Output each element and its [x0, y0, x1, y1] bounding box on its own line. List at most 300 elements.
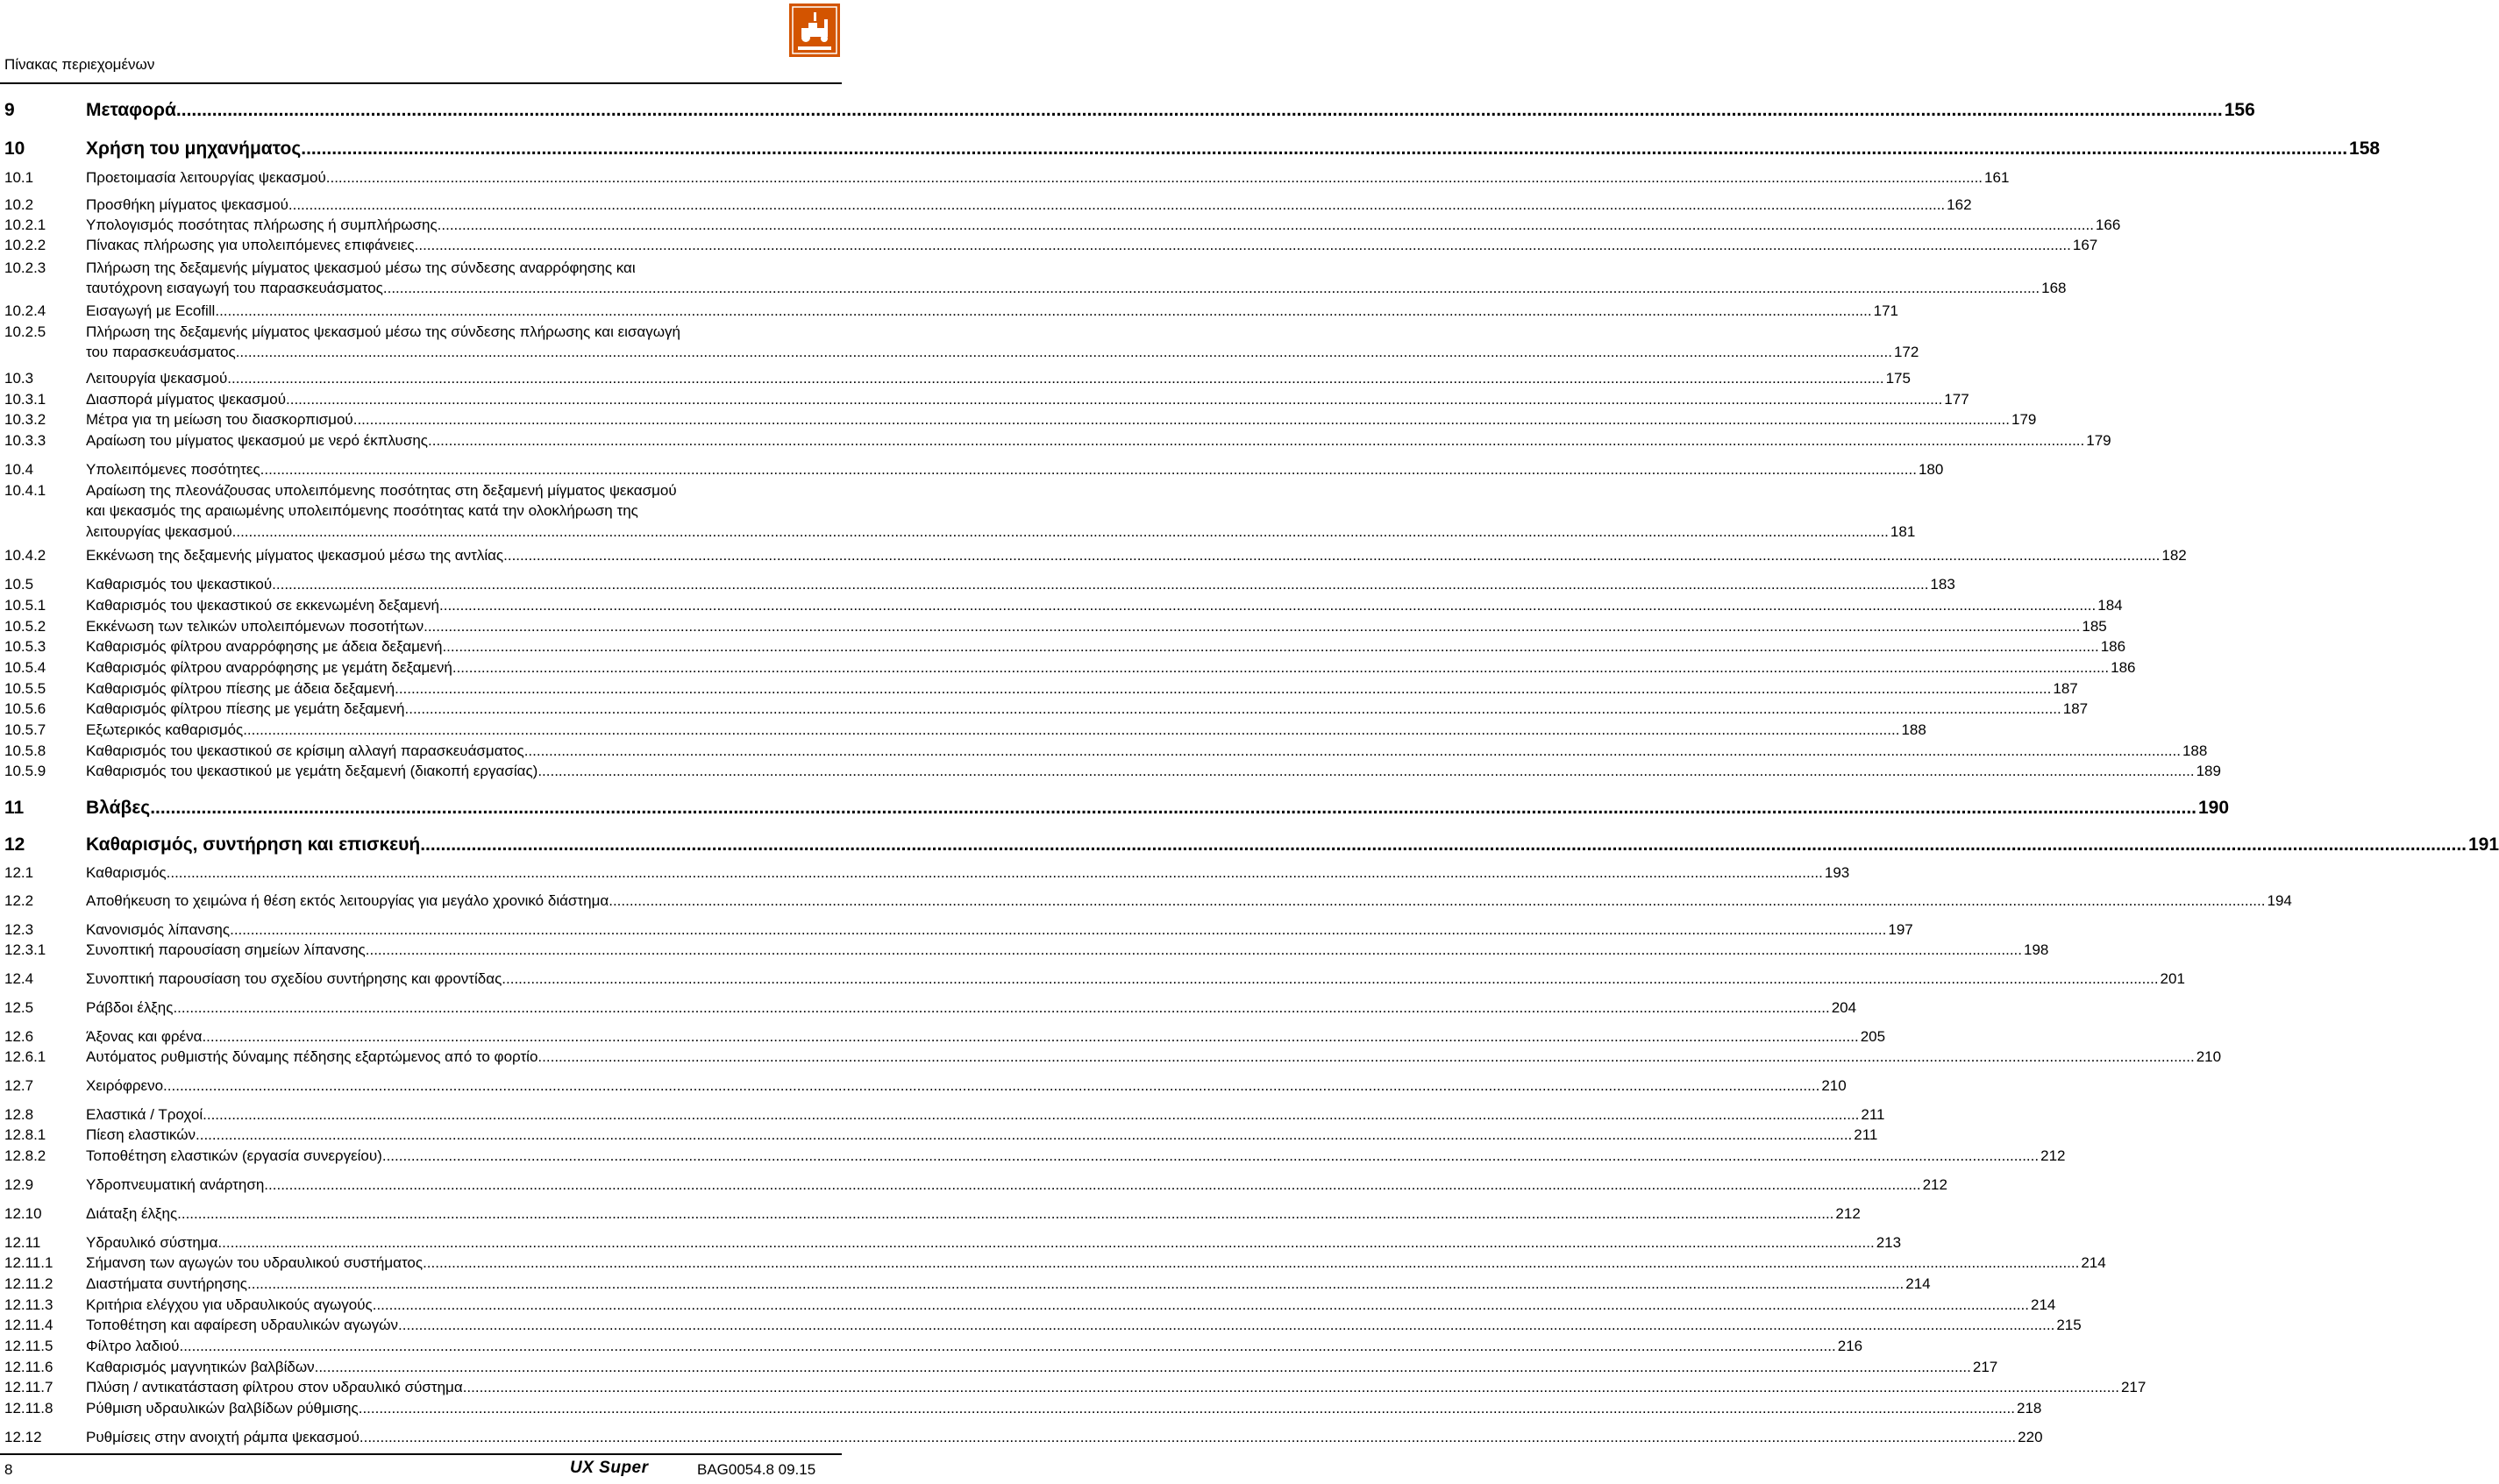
toc-entry[interactable]	[0, 1232, 1902, 1253]
toc-entry-title-line: Καθαρισμός, συντήρηση και επισκευή	[86, 834, 421, 855]
toc-leader-dots: ................................................................................................................................................................................................................................................................................................................................................................................................................	[423, 1254, 2080, 1271]
toc-entry-page: 214	[2081, 1254, 2106, 1271]
footer-rule	[0, 1453, 842, 1455]
toc-entry[interactable]	[0, 761, 2221, 781]
toc-entry-page: 167	[2072, 237, 2098, 253]
toc-entry-number: 12.11.3	[4, 1296, 53, 1313]
toc-entry-page: 214	[2030, 1296, 2056, 1313]
toc-entry-number: 12	[4, 834, 25, 855]
toc-entry-title-line: Ελαστικά / Τροχοί	[86, 1106, 203, 1123]
toc-entry[interactable]	[0, 720, 1926, 740]
toc-entry-page: 217	[1972, 1359, 1998, 1375]
toc-entry-title-line: Πλύση / αντικατάσταση φίλτρου στον υδραυλικό σύστημα	[86, 1379, 463, 1395]
toc-leader-dots: ................................................................................................................................................................................................................................................................................................................................................................................................................	[365, 941, 2023, 958]
toc-entry[interactable]	[0, 1047, 2222, 1067]
toc-entry-number: 10.5	[4, 576, 34, 593]
toc-entry[interactable]	[0, 574, 1955, 594]
toc-entry-title-line: Καθαρισμός φίλτρου αναρρόφησης με άδεια δεξαμενή	[86, 638, 443, 655]
toc-entry-title-line: Χρήση του μηχανήματος	[86, 138, 302, 159]
toc-entry-number: 10.5.2	[4, 618, 46, 635]
toc-entry-number: 10.5.9	[4, 763, 46, 779]
toc-entry-number: 12.8.2	[4, 1147, 46, 1164]
toc-entry-title-line: Ρυθμίσεις στην ανοιχτή ράμπα ψεκασμού	[86, 1429, 360, 1445]
toc-entry-page: 191	[2468, 834, 2499, 855]
toc-entry-page: 187	[2062, 700, 2089, 717]
toc-entry-title-line: και ψεκασμός της αραιωμένης υπολειπόμενης ποσότητας κατά την ολοκλήρωση της	[86, 502, 638, 520]
toc-entry[interactable]	[0, 595, 2123, 615]
toc-entry-title	[86, 545, 2187, 565]
toc-leader-dots: ................................................................................................................................................................................................................................................................................................................................................................................................................	[503, 547, 2161, 564]
toc-entry[interactable]	[0, 98, 2255, 122]
toc-entry-title	[86, 761, 2221, 781]
toc-entry-title	[86, 1274, 1931, 1294]
toc-entry-title-line: Άξονας και φρένα	[86, 1028, 203, 1045]
toc-entry-title-line: του παρασκευάσματος	[86, 344, 236, 361]
toc-entry-title-line: λειτουργίας ψεκασμού	[86, 522, 232, 540]
toc-entry-page: 179	[2011, 411, 2037, 428]
page-header-title: Πίνακας περιεχομένων	[4, 56, 155, 73]
toc-entry-title	[86, 940, 2049, 960]
toc-entry-title-line: Αραίωση της πλεονάζουσας υπολειπόμενης ποσότητας στη δεξαμενή μίγματος ψεκασμού	[86, 482, 677, 499]
toc-leader-dots: ................................................................................................................................................................................................................................................................................................................................................................................................................	[398, 1317, 2055, 1333]
toc-leader-dots: ................................................................................................................................................................................................................................................................................................................................................................................................................	[609, 892, 2266, 909]
toc-entry-title	[86, 459, 1944, 479]
toc-entry-number: 10.4.2	[4, 547, 46, 564]
toc-entry-page: 215	[2056, 1317, 2082, 1333]
toc-entry-number: 10.5.4	[4, 659, 46, 676]
toc-entry-title	[86, 891, 2292, 911]
toc-entry[interactable]	[0, 258, 2067, 299]
toc-leader-dots: ................................................................................................................................................................................................................................................................................................................................................................................................................	[202, 1028, 1859, 1045]
toc-entry-title	[86, 998, 1857, 1018]
toc-leader-dots: ................................................................................................................................................................................................................................................................................................................................................................................................................	[325, 169, 1983, 186]
toc-entry-title	[86, 1146, 2066, 1166]
toc-entry-title	[86, 1253, 2106, 1273]
toc-entry[interactable]	[0, 678, 2078, 699]
toc-entry-title	[86, 657, 2136, 678]
toc-entry-title	[86, 1232, 1902, 1253]
toc-leader-dots: ................................................................................................................................................................................................................................................................................................................................................................................................................	[420, 834, 2467, 855]
toc-entry-number: 12.8.1	[4, 1126, 46, 1143]
toc-leader-dots: ................................................................................................................................................................................................................................................................................................................................................................................................................	[177, 1205, 1834, 1222]
toc-entry-number: 12.11.5	[4, 1338, 53, 1354]
toc-entry-page: 189	[2196, 763, 2221, 779]
toc-entry-page: 166	[2095, 217, 2121, 233]
toc-entry-page: 204	[1831, 999, 1857, 1016]
toc-leader-dots: ................................................................................................................................................................................................................................................................................................................................................................................................................	[215, 302, 1872, 319]
toc-entry-number: 12.11.8	[4, 1400, 53, 1417]
toc-leader-dots: ................................................................................................................................................................................................................................................................................................................................................................................................................	[424, 618, 2081, 635]
toc-entry-number: 12.5	[4, 999, 34, 1016]
toc-entry-title	[86, 368, 1911, 388]
toc-entry-title	[86, 258, 2067, 299]
toc-entry-title-line: Καθαρισμός του ψεκαστικού σε εκκενωμένη δεξαμενή	[86, 597, 439, 614]
toc-entry-title	[86, 322, 1919, 363]
toc-entry-title-line: Συνοπτική παρουσίαση του σχεδίου συντήρησης και φροντίδας	[86, 970, 502, 987]
toc-entry[interactable]	[0, 409, 2037, 430]
toc-entry-title-line: Κανονισμός λίπανσης	[86, 921, 231, 938]
toc-entry-number: 10.1	[4, 169, 34, 186]
toc-entry-page: 188	[1901, 721, 1926, 738]
toc-entry[interactable]	[0, 1026, 1886, 1047]
toc-entry-page: 184	[2097, 597, 2123, 614]
toc-entry-number: 10.2.5	[4, 323, 46, 340]
toc-entry-page: 216	[1837, 1338, 1863, 1354]
toc-entry-page: 161	[1984, 169, 2010, 186]
toc-entry[interactable]	[0, 1357, 1998, 1377]
toc-entry[interactable]	[0, 1076, 1847, 1096]
toc-entry[interactable]	[0, 969, 2185, 989]
toc-entry-number: 10.5.1	[4, 597, 46, 614]
toc-entry-number: 10.2	[4, 196, 34, 213]
toc-entry[interactable]	[0, 368, 1911, 388]
footer-document-code: BAG0054.8 09.15	[697, 1461, 816, 1478]
toc-entry-page: 217	[2120, 1379, 2147, 1395]
toc-entry-number: 10.2.4	[4, 302, 46, 319]
toc-entry-number: 12.11.1	[4, 1254, 53, 1271]
toc-entry-page: 190	[2198, 798, 2230, 818]
toc-leader-dots: ................................................................................................................................................................................................................................................................................................................................................................................................................	[247, 1275, 1905, 1292]
toc-leader-dots: ................................................................................................................................................................................................................................................................................................................................................................................................................	[235, 344, 1892, 361]
toc-entry-number: 10.5.6	[4, 700, 46, 717]
toc-entry[interactable]	[0, 1427, 2043, 1447]
toc-leader-dots: ................................................................................................................................................................................................................................................................................................................................................................................................................	[437, 217, 2094, 233]
toc-entry-page: 211	[1861, 1106, 1885, 1123]
toc-entry[interactable]	[0, 1336, 1863, 1356]
toc-entry-title	[86, 1175, 1947, 1195]
toc-entry-page: 214	[1905, 1275, 1931, 1292]
toc-leader-dots: ................................................................................................................................................................................................................................................................................................................................................................................................................	[358, 1400, 2015, 1417]
toc-entry-title-line: Μέτρα για τη μείωση του διασκορπισμού	[86, 411, 353, 428]
toc-leader-dots: ................................................................................................................................................................................................................................................................................................................................................................................................................	[286, 391, 1943, 408]
toc-entry-number: 12.10	[4, 1205, 42, 1222]
toc-entry-title-line: Εκκένωση των τελικών υπολειπόμενων ποσοτήτων	[86, 618, 424, 635]
toc-entry[interactable]	[0, 545, 2187, 565]
toc-leader-dots: ................................................................................................................................................................................................................................................................................................................................................................................................................	[288, 196, 1946, 213]
toc-entry-title-line: Καθαρισμός του ψεκαστικού σε κρίσιμη αλλαγή παρασκευάσματος	[86, 742, 524, 759]
toc-entry-title	[86, 1377, 2147, 1397]
toc-entry-number: 11	[4, 798, 25, 818]
toc-entry-title	[86, 1315, 2082, 1335]
toc-entry-title	[86, 595, 2123, 615]
toc-leader-dots: ................................................................................................................................................................................................................................................................................................................................................................................................................	[243, 721, 1900, 738]
toc-entry-page: 175	[1885, 370, 1911, 387]
toc-entry-page: 158	[2349, 138, 2381, 159]
toc-entry-number: 10.3	[4, 370, 34, 387]
toc-entry-title	[86, 699, 2089, 719]
toc-entry-title	[86, 1047, 2222, 1067]
toc-leader-dots: ................................................................................................................................................................................................................................................................................................................................................................................................................	[260, 461, 1917, 478]
toc-leader-dots: ................................................................................................................................................................................................................................................................................................................................................................................................................	[272, 576, 1929, 593]
toc-entry-number: 12.3.1	[4, 941, 46, 958]
toc-entry[interactable]	[0, 940, 2049, 960]
toc-entry-number: 10.3.2	[4, 411, 46, 428]
toc-entry-page: 218	[2016, 1400, 2042, 1417]
toc-entry-page: 213	[1876, 1234, 1902, 1251]
toc-entry-page: 197	[1888, 921, 1913, 938]
toc-entry-page: 210	[1821, 1077, 1847, 1094]
toc-entry-title	[86, 98, 2255, 122]
toc-leader-dots: ................................................................................................................................................................................................................................................................................................................................................................................................................	[196, 1126, 1853, 1143]
toc-entry-title	[86, 1076, 1847, 1096]
toc-entry-title	[86, 235, 2098, 255]
toc-entry-title	[86, 1026, 1886, 1047]
toc-entry[interactable]	[0, 998, 1857, 1018]
toc-entry-title-line: Λειτουργία ψεκασμού	[86, 370, 228, 387]
toc-leader-dots: ................................................................................................................................................................................................................................................................................................................................................................................................................	[217, 1234, 1875, 1251]
toc-entry-page: 182	[2161, 547, 2187, 564]
toc-entry[interactable]	[0, 235, 2098, 255]
toc-entry[interactable]	[0, 322, 1919, 363]
toc-entry[interactable]	[0, 459, 1944, 479]
toc-entry[interactable]	[0, 1295, 2056, 1315]
toc-leader-dots: ................................................................................................................................................................................................................................................................................................................................................................................................................	[502, 970, 2159, 987]
toc-entry[interactable]	[0, 1274, 1931, 1294]
toc-entry-title	[86, 195, 1972, 215]
toc-entry-title-line: Πλήρωση της δεξαμενής μίγματος ψεκασμού μέσω της σύνδεσης αναρρόφησης και	[86, 259, 636, 276]
toc-entry-title-line: Διάταξη έλξης	[86, 1205, 178, 1222]
toc-entry-number: 10.2.1	[4, 217, 46, 233]
toc-entry-title-line: Υδραυλικό σύστημα	[86, 1234, 218, 1251]
toc-leader-dots: ................................................................................................................................................................................................................................................................................................................................................................................................................	[173, 999, 1830, 1016]
toc-entry-title	[86, 1204, 1861, 1224]
toc-entry-page: 180	[1918, 461, 1944, 478]
toc-entry-number: 10.2.3	[4, 259, 46, 276]
toc-entry-title-line: Εισαγωγή με Ecofill	[86, 302, 216, 319]
toc-entry-number: 12.11.4	[4, 1317, 53, 1333]
toc-entry-title	[86, 167, 2010, 188]
toc-entry-number: 12.6.1	[4, 1048, 46, 1065]
toc-entry-title-line: Αποθήκευση το χειμώνα ή θέση εκτός λειτουργίας για μεγάλο χρονικό διάστημα	[86, 892, 609, 909]
toc-entry-number: 12.11.2	[4, 1275, 53, 1292]
toc-entry-title	[86, 969, 2185, 989]
toc-entry-title-line: Υπολειπόμενες ποσότητες	[86, 461, 260, 478]
toc-entry[interactable]	[0, 636, 2126, 657]
toc-leader-dots: ................................................................................................................................................................................................................................................................................................................................................................................................................	[231, 522, 1889, 540]
toc-entry-title	[86, 636, 2126, 657]
toc-entry-page: 220	[2018, 1429, 2043, 1445]
toc-entry[interactable]	[0, 480, 1916, 542]
toc-entry[interactable]	[0, 1204, 1861, 1224]
toc-entry-title-line: Ράβδοι έλξης	[86, 999, 174, 1016]
toc-entry[interactable]	[0, 891, 2292, 911]
toc-entry[interactable]	[0, 863, 1850, 883]
toc-entry-title-line: Υδροπνευματική ανάρτηση	[86, 1176, 265, 1193]
toc-entry-number: 10.3.3	[4, 432, 46, 449]
toc-entry-number: 10.3.1	[4, 391, 46, 408]
toc-leader-dots: ................................................................................................................................................................................................................................................................................................................................................................................................................	[264, 1176, 1921, 1193]
toc-entry-title-line: Καθαρισμός	[86, 864, 167, 881]
toc-entry-title-line: Καθαρισμός φίλτρου πίεσης με άδεια δεξαμενή	[86, 680, 395, 697]
toc-entry-title	[86, 409, 2037, 430]
toc-entry[interactable]	[0, 699, 2089, 719]
toc-entry-title	[86, 389, 1969, 409]
toc-entry-title	[86, 215, 2121, 235]
toc-entry-title	[86, 137, 2381, 160]
toc-leader-dots: ................................................................................................................................................................................................................................................................................................................................................................................................................	[203, 1106, 1860, 1123]
toc-entry-page: 212	[1922, 1176, 1947, 1193]
toc-entry-page: 156	[2224, 100, 2255, 120]
toc-entry-title-line: Σήμανση των αγωγών του υδραυλικού συστήματος	[86, 1254, 424, 1271]
toc-entry-title-line: Κριτήρια ελέγχου για υδραυλικούς αγωγούς	[86, 1296, 373, 1313]
toc-entry[interactable]	[0, 657, 2136, 678]
toc-entry[interactable]	[0, 137, 2381, 160]
toc-entry-number: 10.5.5	[4, 680, 46, 697]
toc-entry-title	[86, 1125, 1878, 1145]
toc-leader-dots: ................................................................................................................................................................................................................................................................................................................................................................................................................	[395, 680, 2052, 697]
toc-entry-page: 186	[2100, 638, 2126, 655]
toc-entry-number: 10.5.3	[4, 638, 46, 655]
footer-page-number: 8	[4, 1461, 13, 1478]
toc-entry-page: 187	[2053, 680, 2078, 697]
toc-entry-title-line: Χειρόφρενο	[86, 1077, 164, 1094]
toc-entry-title-line: Εξωτερικός καθαρισμός	[86, 721, 244, 738]
toc-entry-title	[86, 616, 2107, 636]
toc-entry-number: 10.4.1	[4, 482, 46, 499]
toc-entry[interactable]	[0, 1377, 2147, 1397]
toc-leader-dots: ................................................................................................................................................................................................................................................................................................................................................................................................................	[442, 638, 2099, 655]
toc-leader-dots: ................................................................................................................................................................................................................................................................................................................................................................................................................	[359, 1429, 2017, 1445]
toc-entry-number: 10.4	[4, 461, 34, 478]
toc-entry-page: 172	[1893, 344, 1919, 361]
toc-entry-title	[86, 1336, 1863, 1356]
toc-entry-number: 12.11.6	[4, 1359, 53, 1375]
toc-entry-title	[86, 796, 2230, 820]
toc-entry-title-line: Υπολογισμός ποσότητας πλήρωσης ή συμπλήρωσης	[86, 217, 438, 233]
toc-entry[interactable]	[0, 195, 1972, 215]
toc-entry-title-line: Πλήρωση της δεξαμενής μίγματος ψεκασμού μέσω της σύνδεσης πλήρωσης και εισαγωγή	[86, 323, 680, 340]
toc-entry-title-line: Καθαρισμός φίλτρου αναρρόφησης με γεμάτη δεξαμενή	[86, 659, 452, 676]
toc-entry[interactable]	[0, 741, 2208, 761]
toc-entry[interactable]	[0, 389, 1969, 409]
toc-entry[interactable]	[0, 1253, 2106, 1273]
toc-entry-title-line: Καθαρισμός φίλτρου πίεσης με γεμάτη δεξαμενή	[86, 700, 405, 717]
toc-leader-dots: ................................................................................................................................................................................................................................................................................................................................................................................................................	[381, 1147, 2040, 1164]
toc-entry-number: 12.2	[4, 892, 34, 909]
toc-entry-page: 185	[2082, 618, 2107, 635]
toc-entry-title-line: Μεταφορά	[86, 100, 176, 120]
toc-entry-number: 9	[4, 100, 15, 120]
toc-entry-title-line: ταυτόχρονη εισαγωγή του παρασκευάσματος	[86, 280, 383, 297]
toc-entry-page: 188	[2182, 742, 2208, 759]
toc-leader-dots: ................................................................................................................................................................................................................................................................................................................................................................................................................	[314, 1359, 1971, 1375]
toc-leader-dots: ................................................................................................................................................................................................................................................................................................................................................................................................................	[163, 1077, 1820, 1094]
toc-leader-dots: ................................................................................................................................................................................................................................................................................................................................................................................................................	[428, 432, 2085, 449]
toc-entry-number: 10.5.7	[4, 721, 46, 738]
toc-entry-page: 171	[1873, 302, 1898, 319]
toc-entry-title	[86, 1104, 1885, 1125]
toc-entry-title	[86, 678, 2078, 699]
toc-leader-dots: ................................................................................................................................................................................................................................................................................................................................................................................................................	[227, 370, 1884, 387]
toc-entry-page: 212	[2040, 1147, 2066, 1164]
toc-entry-page: 205	[1860, 1028, 1886, 1045]
toc-entry-title	[86, 920, 1913, 940]
toc-entry-title	[86, 574, 1955, 594]
toc-entry[interactable]	[0, 920, 1913, 940]
toc-entry-page: 181	[1890, 522, 1916, 540]
toc-entry-page: 211	[1854, 1126, 1878, 1143]
toc-entry-number: 12.6	[4, 1028, 34, 1045]
toc-entry-number: 12.8	[4, 1106, 34, 1123]
toc-leader-dots: ................................................................................................................................................................................................................................................................................................................................................................................................................	[382, 280, 2040, 297]
toc-entry-title	[86, 741, 2208, 761]
toc-leader-dots: ................................................................................................................................................................................................................................................................................................................................................................................................................	[538, 763, 2195, 779]
toc-entry-title	[86, 480, 1916, 542]
toc-entry-title-line: Τοποθέτηση ελαστικών (εργασία συνεργείου)	[86, 1147, 382, 1164]
toc-entry-page: 193	[1824, 864, 1850, 881]
toc-entry-title-line: Πίνακας πλήρωσης για υπολειπόμενες επιφάνειες	[86, 237, 415, 253]
toc-entry-title-line: Καθαρισμός του ψεκαστικού	[86, 576, 273, 593]
toc-entry-page: 183	[1930, 576, 1955, 593]
toc-entry-page: 162	[1947, 196, 1972, 213]
toc-entry-number: 12.11	[4, 1234, 41, 1251]
toc-entry[interactable]	[0, 833, 2499, 856]
toc-entry-number: 10	[4, 138, 25, 159]
toc-entry-title-line: Αυτόματος ρυθμιστής δύναμης πέδησης εξαρτώμενος από το φορτίο	[86, 1048, 538, 1065]
toc-leader-dots: ................................................................................................................................................................................................................................................................................................................................................................................................................	[301, 138, 2348, 159]
toc-entry-title-line: Πίεση ελαστικών	[86, 1126, 196, 1143]
toc-entry[interactable]	[0, 430, 2111, 451]
toc-leader-dots: ................................................................................................................................................................................................................................................................................................................................................................................................................	[439, 597, 2097, 614]
toc-entry[interactable]	[0, 301, 1898, 321]
toc-entry-title-line: Διαστήματα συντήρησης	[86, 1275, 247, 1292]
toc-entry-title-line: Προετοιμασία λειτουργίας ψεκασμού	[86, 169, 326, 186]
toc-entry-title-line: Προσθήκη μίγματος ψεκασμού	[86, 196, 288, 213]
toc-entry-title-line: Εκκένωση της δεξαμενής μίγματος ψεκασμού μέσω της αντλίας	[86, 547, 504, 564]
toc-leader-dots: ................................................................................................................................................................................................................................................................................................................................................................................................................	[150, 798, 2196, 818]
toc-leader-dots: ................................................................................................................................................................................................................................................................................................................................................................................................................	[175, 100, 2223, 120]
toc-entry-number: 12.3	[4, 921, 34, 938]
toc-entry-title	[86, 1357, 1998, 1377]
toc-entry-page: 194	[2267, 892, 2292, 909]
toc-entry-number: 12.4	[4, 970, 34, 987]
toc-entry-title	[86, 1427, 2043, 1447]
toc-leader-dots: ................................................................................................................................................................................................................................................................................................................................................................................................................	[372, 1296, 2029, 1313]
toc-entry-number: 12.1	[4, 864, 34, 881]
toc-entry[interactable]	[0, 796, 2230, 820]
toc-entry-number: 12.12	[4, 1429, 42, 1445]
toc-entry[interactable]	[0, 1315, 2082, 1335]
toc-entry-title	[86, 430, 2111, 451]
toc-entry[interactable]	[0, 1398, 2042, 1418]
toc-entry[interactable]	[0, 215, 2121, 235]
toc-leader-dots: ................................................................................................................................................................................................................................................................................................................................................................................................................	[179, 1338, 1836, 1354]
toc-entry-title-line: Διασπορά μίγματος ψεκασμού	[86, 391, 287, 408]
toc-leader-dots: ................................................................................................................................................................................................................................................................................................................................................................................................................	[414, 237, 2071, 253]
toc-entry-page: 212	[1835, 1205, 1861, 1222]
toc-entry[interactable]	[0, 1125, 1878, 1145]
toc-entry[interactable]	[0, 1104, 1885, 1125]
toc-entry-page: 201	[2160, 970, 2185, 987]
toc-entry-page: 168	[2041, 280, 2067, 297]
toc-entry[interactable]	[0, 1175, 1947, 1195]
toc-entry-title-line: Καθαρισμός του ψεκαστικού με γεμάτη δεξαμενή (διακοπή εργασίας)	[86, 763, 538, 779]
toc-entry[interactable]	[0, 616, 2107, 636]
toc-entry-page: 179	[2086, 432, 2111, 449]
toc-entry-number: 10.2.2	[4, 237, 46, 253]
toc-entry-title	[86, 1398, 2042, 1418]
toc-entry-number: 12.9	[4, 1176, 34, 1193]
toc-leader-dots: ................................................................................................................................................................................................................................................................................................................................................................................................................	[352, 411, 2010, 428]
toc-leader-dots: ................................................................................................................................................................................................................................................................................................................................................................................................................	[404, 700, 2061, 717]
toc-entry-page: 186	[2111, 659, 2136, 676]
toc-entry-page: 177	[1944, 391, 1969, 408]
toc-entry[interactable]	[0, 167, 2010, 188]
toc-entry-title-line: Ρύθμιση υδραυλικών βαλβίδων ρύθμισης	[86, 1400, 359, 1417]
toc-entry-title-line: Συνοπτική παρουσίαση σημείων λίπανσης	[86, 941, 366, 958]
toc-entry-number: 12.11.7	[4, 1379, 53, 1395]
toc-entry[interactable]	[0, 1146, 2066, 1166]
